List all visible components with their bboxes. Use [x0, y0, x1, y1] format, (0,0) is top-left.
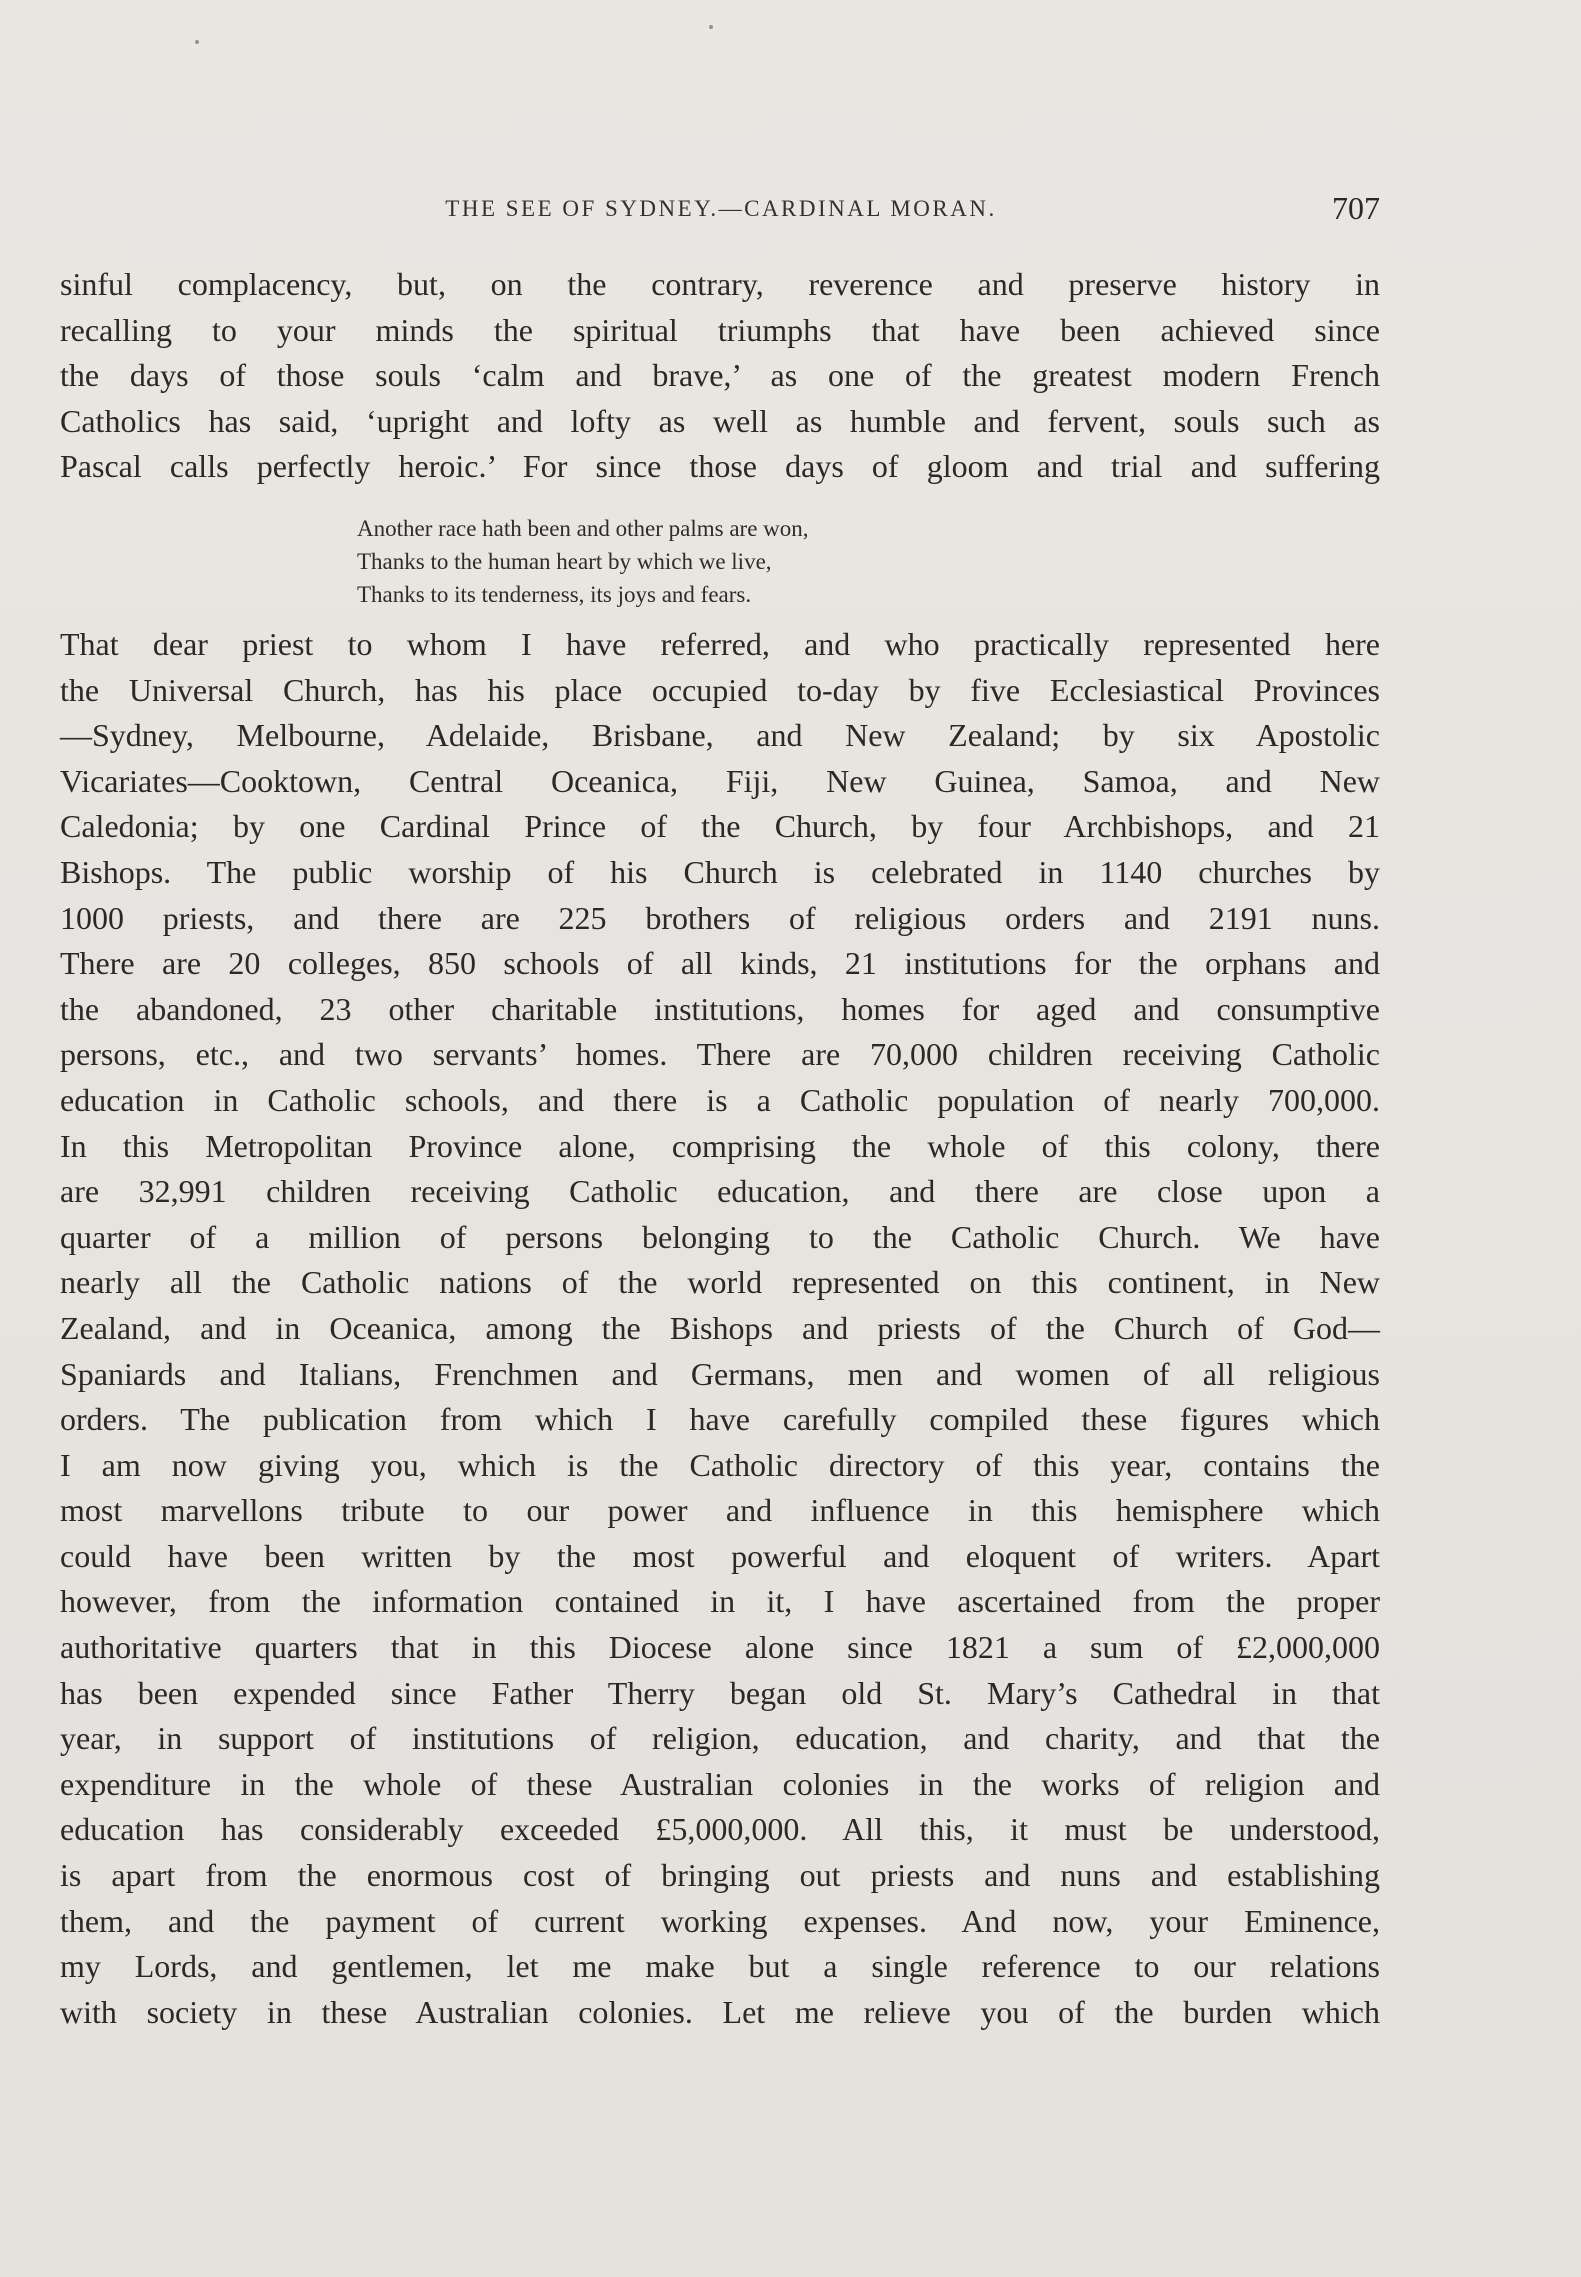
text-line: Pascal calls perfectly heroic.’ For since those days of gloom and trial and suffering [60, 448, 1380, 485]
page-number: 707 [1332, 190, 1380, 226]
text-line: the days of those souls ‘calm and brave,’ as one of the greatest modern French [60, 357, 1380, 394]
text-line: sinful complacency, but, on the contrary, reverence and preserve history in [60, 266, 1380, 302]
text-line: could have been written by the most powerful and eloquent of writers. Apart [60, 1537, 1380, 1574]
text-line: orders. The publication from which I have carefully compiled these figures which [60, 1401, 1380, 1438]
text-line: them, and the payment of current working expenses. And now, your Eminence, [60, 1902, 1380, 1939]
text-line: authoritative quarters that in this Diocese alone since 1821 a sum of £2,000,000 [60, 1629, 1380, 1666]
text-line: In this Metropolitan Province alone, comprising the whole of this colony, there [60, 1127, 1380, 1164]
verse-line: Thanks to the human heart by which we live, [357, 549, 772, 574]
text-line: That dear priest to whom I have referred, and who practically represented here [60, 626, 1380, 662]
text-line: Spaniards and Italians, Frenchmen and Germans, men and women of all religious [60, 1355, 1380, 1392]
verse-line: Thanks to its tenderness, its joys and fears. [357, 582, 752, 607]
text-line: Catholics has said, ‘upright and lofty as well as humble and fervent, souls such as [60, 402, 1380, 439]
paragraph-2 [60, 622, 1380, 2035]
paper-speck [709, 25, 713, 29]
text-line: has been expended since Father Therry began old St. Mary’s Cathedral in that [60, 1674, 1380, 1711]
running-head [62, 190, 1380, 230]
text-line: education in Catholic schools, and there is a Catholic population of nearly 700,000. [60, 1081, 1380, 1118]
text-line: the abandoned, 23 other charitable institutions, homes for aged and consumptive [60, 990, 1380, 1027]
text-line: persons, etc., and two servants’ homes. There are 70,000 children receiving Catholic [60, 1036, 1380, 1073]
text-line: however, from the information contained in it, I have ascertained from the proper [60, 1583, 1380, 1620]
text-line: I am now giving you, which is the Catholic directory of this year, contains the [60, 1446, 1380, 1483]
text-line: Bishops. The public worship of his Church is celebrated in 1140 churches by [60, 853, 1380, 890]
text-line: most marvellons tribute to our power and influence in this hemisphere which [60, 1492, 1380, 1529]
text-line: are 32,991 children receiving Catholic education, and there are close upon a [60, 1173, 1380, 1210]
text-line: expenditure in the whole of these Australian colonies in the works of religion and [60, 1765, 1380, 1802]
text-line: Zealand, and in Oceanica, among the Bishops and priests of the Church of God— [60, 1309, 1380, 1346]
paragraph-1 [60, 262, 1380, 490]
text-line: —Sydney, Melbourne, Adelaide, Brisbane, and New Zealand; by six Apostolic [60, 717, 1380, 754]
text-line: the Universal Church, has his place occupied to-day by five Ecclesiastical Provinces [60, 671, 1380, 708]
text-line: is apart from the enormous cost of bringing out priests and nuns and establishing [60, 1857, 1380, 1894]
text-line: with society in these Australian colonies. Let me relieve you of the burden which [60, 1993, 1380, 2030]
text-line: There are 20 colleges, 850 schools of all kinds, 21 institutions for the orphans and [60, 945, 1380, 982]
text-line: education has considerably exceeded £5,000,000. All this, it must be understood, [60, 1811, 1380, 1848]
text-line: nearly all the Catholic nations of the world represented on this continent, in New [60, 1264, 1380, 1301]
running-title: THE SEE OF SYDNEY.—CARDINAL MORAN. [445, 196, 997, 221]
text-line: Vicariates—Cooktown, Central Oceanica, Fiji, New Guinea, Samoa, and New [60, 762, 1380, 799]
text-line: year, in support of institutions of religion, education, and charity, and that the [60, 1720, 1380, 1757]
text-line: quarter of a million of persons belonging to the Catholic Church. We have [60, 1218, 1380, 1255]
text-line: my Lords, and gentlemen, let me make but a single reference to our relations [60, 1948, 1380, 1985]
text-line: 1000 priests, and there are 225 brothers of religious orders and 2191 nuns. [60, 899, 1380, 936]
text-line: Caledonia; by one Cardinal Prince of the Church, by four Archbishops, and 21 [60, 808, 1380, 845]
verse-quote [357, 512, 809, 611]
text-line: recalling to your minds the spiritual triumphs that have been achieved since [60, 311, 1380, 348]
paper-speck [195, 40, 199, 44]
verse-line: Another race hath been and other palms are won, [357, 516, 809, 541]
